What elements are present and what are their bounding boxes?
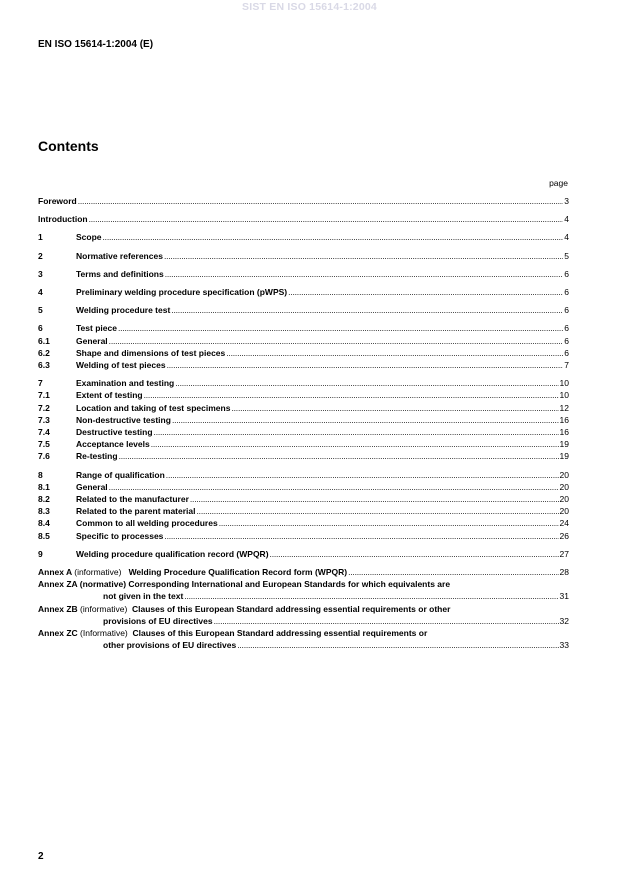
- toc-entry[interactable]: [38, 359, 569, 371]
- toc-section-number: 8.4: [38, 518, 50, 529]
- toc-entry[interactable]: [38, 402, 569, 414]
- toc-page-number: 6: [564, 323, 569, 334]
- toc-page-number: 28: [559, 567, 569, 578]
- toc-page-number: 16: [559, 427, 569, 438]
- page-title: Contents: [38, 138, 99, 154]
- toc-section-title: Related to the parent material: [76, 506, 196, 517]
- toc-entry-annex-za[interactable]: Annex ZA (normative) Corresponding International and European Standards for which equivalents are not given in the text ..... 31: [38, 578, 569, 602]
- toc-section-title: Acceptance levels: [76, 439, 150, 450]
- toc-entry[interactable]: [38, 450, 569, 462]
- toc-section-title: Range of qualification: [76, 469, 165, 480]
- toc-entry[interactable]: [38, 414, 569, 426]
- toc-entry[interactable]: [38, 322, 569, 334]
- toc-section-title: Extent of testing: [76, 390, 143, 401]
- toc-section-number: 6: [38, 323, 43, 334]
- toc-page-number: 19: [559, 451, 569, 462]
- toc-page-number: 33: [559, 640, 569, 651]
- toc-entry[interactable]: [38, 304, 569, 316]
- toc-section-title: General: [76, 481, 108, 492]
- toc-entry[interactable]: [38, 335, 569, 347]
- toc-entry-annex-a[interactable]: Annex A (informative) Welding Procedure Qualification Record form (WPQR) ..... 28: [38, 566, 569, 578]
- toc-page-number: 6: [564, 335, 569, 346]
- table-of-contents: [38, 195, 569, 652]
- toc-page-number: 3: [564, 196, 569, 206]
- toc-page-number: 5: [564, 250, 569, 261]
- watermark: SIST EN ISO 15614-1:2004: [242, 1, 377, 13]
- toc-entry[interactable]: [38, 438, 569, 450]
- toc-page-number: 32: [559, 615, 569, 626]
- page-number: 2: [38, 851, 44, 862]
- toc-page-number: 20: [559, 494, 569, 505]
- toc-page-number: 4: [564, 214, 569, 225]
- toc-entry[interactable]: [38, 469, 569, 481]
- toc-entry-annex-zb[interactable]: Annex ZB (informative) Clauses of this European Standard addressing essential requirements or other provisions of EU directives ..... 32: [38, 603, 569, 627]
- toc-entry[interactable]: [38, 347, 569, 359]
- toc-section-title: Test piece: [76, 323, 117, 334]
- toc-page-number: 10: [559, 378, 569, 389]
- toc-page-number: 6: [564, 347, 569, 358]
- toc-section-title: Re-testing: [76, 451, 118, 462]
- toc-page-number: 20: [559, 469, 569, 480]
- toc-entry-annex-zc[interactable]: Annex ZC (Informative) Clauses of this European Standard addressing essential requirements or other provisions of EU directives ..... 33: [38, 627, 569, 651]
- toc-section-title: Common to all welding procedures: [76, 518, 218, 529]
- toc-section-title: Location and taking of test specimens: [76, 402, 231, 413]
- toc-section-title: Welding procedure test: [76, 305, 171, 316]
- toc-section-number: 6.3: [38, 360, 50, 371]
- toc-page-number: 6: [564, 287, 569, 298]
- page-column-label: page: [549, 178, 568, 188]
- toc-page-number: 31: [559, 591, 569, 602]
- toc-section-number: 7.1: [38, 390, 50, 401]
- toc-entry[interactable]: [38, 195, 569, 207]
- toc-page-number: 19: [559, 439, 569, 450]
- toc-section-number: 8.3: [38, 506, 50, 517]
- toc-section-number: 8.5: [38, 530, 50, 541]
- toc-section-title: Non-destructive testing: [76, 414, 171, 425]
- toc-entry[interactable]: [38, 286, 569, 298]
- toc-section-title: Specific to processes: [76, 530, 164, 541]
- toc-section-number: 5: [38, 305, 43, 316]
- toc-section-number: 7: [38, 378, 43, 389]
- toc-section-number: 7.2: [38, 402, 50, 413]
- toc-section-title: Foreword: [38, 196, 77, 206]
- toc-section-number: 7.3: [38, 414, 50, 425]
- toc-entry[interactable]: [38, 231, 569, 243]
- toc-section-title: Preliminary welding procedure specification (pWPS): [76, 287, 288, 298]
- toc-page-number: 10: [559, 390, 569, 401]
- toc-entry[interactable]: [38, 530, 569, 542]
- toc-section-number: 9: [38, 548, 43, 559]
- toc-entry[interactable]: [38, 389, 569, 401]
- toc-page-number: 6: [564, 305, 569, 316]
- toc-section-title: General: [76, 335, 108, 346]
- toc-entry[interactable]: [38, 548, 569, 560]
- toc-section-number: 7.5: [38, 439, 50, 450]
- toc-section-title: Shape and dimensions of test pieces: [76, 347, 226, 358]
- toc-entry[interactable]: [38, 481, 569, 493]
- toc-page-number: 16: [559, 414, 569, 425]
- toc-entry[interactable]: [38, 250, 569, 262]
- toc-section-title: Destructive testing: [76, 427, 153, 438]
- toc-page-number: 26: [559, 530, 569, 541]
- toc-page-number: 4: [564, 232, 569, 243]
- toc-section-title: Examination and testing: [76, 378, 175, 389]
- toc-section-number: 7.4: [38, 427, 50, 438]
- toc-page-number: 20: [559, 481, 569, 492]
- toc-section-title: Terms and definitions: [76, 268, 164, 279]
- toc-entry[interactable]: [38, 377, 569, 389]
- toc-section-number: 4: [38, 287, 43, 298]
- toc-entry[interactable]: [38, 493, 569, 505]
- toc-section-number: 6.1: [38, 335, 50, 346]
- toc-section-title: Welding of test pieces: [76, 360, 166, 371]
- toc-section-number: 1: [38, 232, 43, 243]
- toc-section-title: Related to the manufacturer: [76, 494, 189, 505]
- toc-section-number: 8: [38, 469, 43, 480]
- toc-entry[interactable]: [38, 517, 569, 529]
- toc-page-number: 27: [559, 548, 569, 559]
- toc-page-number: 24: [559, 518, 569, 529]
- toc-page-number: 7: [564, 360, 569, 371]
- toc-entry[interactable]: [38, 213, 569, 225]
- document-header: EN ISO 15614-1:2004 (E): [38, 39, 154, 50]
- toc-page-number: 12: [559, 402, 569, 413]
- toc-section-title: Welding procedure qualification record (WPQR): [76, 548, 269, 559]
- toc-section-title: Scope: [76, 232, 102, 243]
- toc-entry[interactable]: [38, 426, 569, 438]
- toc-section-number: 3: [38, 268, 43, 279]
- toc-entry[interactable]: [38, 505, 569, 517]
- toc-section-title: Normative references: [76, 250, 163, 261]
- toc-page-number: 6: [564, 268, 569, 279]
- toc-section-number: 6.2: [38, 347, 50, 358]
- toc-section-number: 8.2: [38, 494, 50, 505]
- toc-section-title: Introduction: [38, 214, 88, 225]
- toc-section-number: 7.6: [38, 451, 50, 462]
- toc-section-number: 2: [38, 250, 43, 261]
- toc-page-number: 20: [559, 506, 569, 517]
- toc-section-number: 8.1: [38, 481, 50, 492]
- toc-entry[interactable]: [38, 268, 569, 280]
